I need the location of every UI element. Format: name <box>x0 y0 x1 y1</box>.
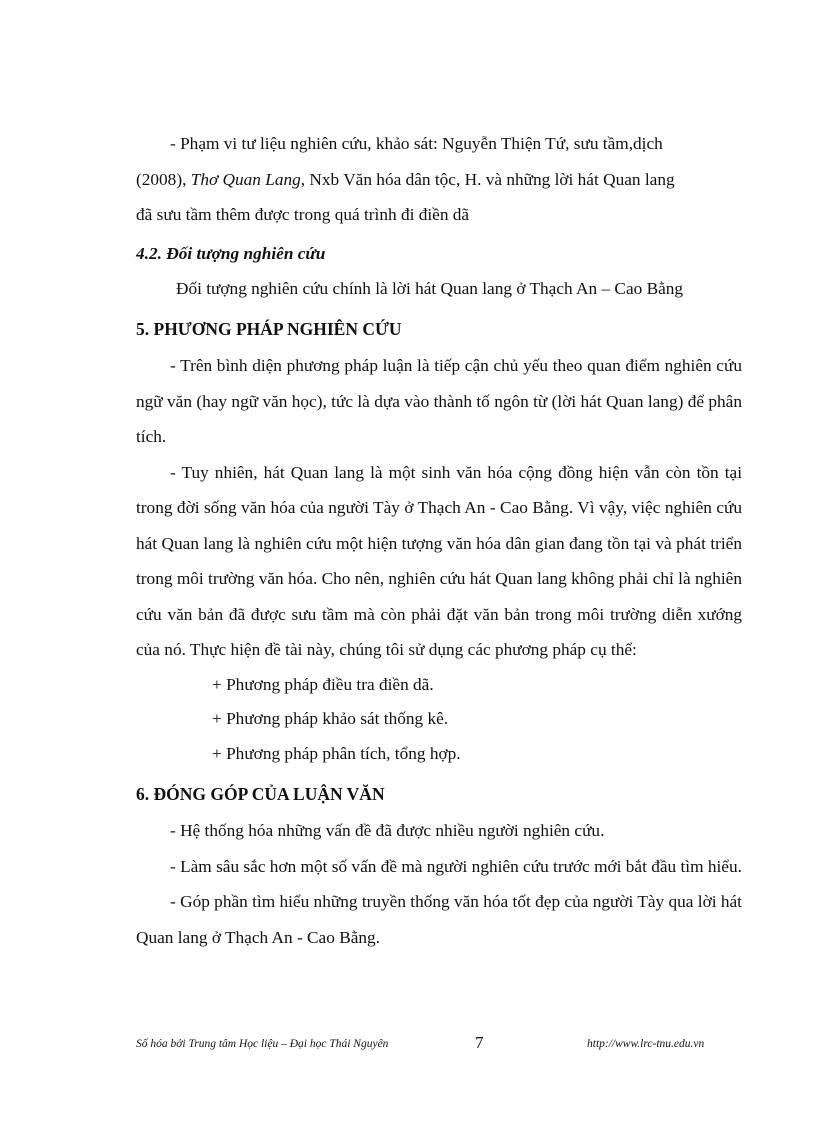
book-title: Thơ Quan Lang <box>190 169 301 189</box>
contribution-3: - Góp phần tìm hiểu những truyền thống văn hóa tốt đẹp của người Tày qua lời hát Quan lang ở Thạch An - Cao Bằng. <box>136 892 742 947</box>
method-item-1: + Phương pháp điều tra điền dã. <box>212 674 434 694</box>
contribution-2: - Làm sâu sắc hơn một số vấn đề mà người nghiên cứu trước mới bắt đầu tìm hiểu. <box>170 856 742 876</box>
footer-source: Số hóa bởi Trung tâm Học liệu – Đại học Thái Nguyên <box>136 1038 389 1050</box>
page-number: 7 <box>475 1033 484 1052</box>
scope-line-2-post: , Nxb Văn hóa dân tộc, H. và những lời hát Quan lang <box>300 169 675 189</box>
footer-url: http://www.lrc-tnu.edu.vn <box>587 1038 705 1050</box>
method-paragraph-1: - Trên bình diện phương pháp luận là tiếp cận chủ yếu theo quan điểm nghiên cứu ngữ văn (hay ngữ văn học), tức là dựa vào thành tố ngôn từ (lời hát Quan lang) để phân tích. <box>136 356 742 446</box>
contribution-1: - Hệ thống hóa những vấn đề đã được nhiều người nghiên cứu. <box>170 821 605 840</box>
method-item-2: + Phương pháp khảo sát thống kê. <box>212 709 449 728</box>
scope-line-3: đã sưu tầm thêm được trong quá trình đi điền dã <box>136 205 470 224</box>
page-footer <box>0 1033 816 1063</box>
page-content <box>136 126 742 955</box>
object-text: Đối tượng nghiên cứu chính là lời hát Quan lang ở Thạch An – Cao Bằng <box>176 278 684 298</box>
heading-6: 6. ĐÓNG GÓP CỦA LUẬN VĂN <box>136 784 385 804</box>
method-item-3: + Phương pháp phân tích, tổng hợp. <box>212 743 461 763</box>
heading-5: 5. PHƯƠNG PHÁP NGHIÊN CỨU <box>136 319 402 339</box>
scope-line-2 <box>136 162 742 198</box>
scope-line-2-pre: (2008), <box>136 169 191 189</box>
scope-line-1: - Phạm vi tư liệu nghiên cứu, khảo sát: Nguyễn Thiện Tứ, sưu tầm,dịch <box>170 134 663 153</box>
method-paragraph-2: - Tuy nhiên, hát Quan lang là một sinh văn hóa cộng đồng hiện vẫn còn tồn tại trong đời sống văn hóa của người Tày ở Thạch An - Cao Bằng. Vì vậy, việc nghiên cứu hát Quan lang là nghiên cứu một hiện tượng văn hóa dân gian đang tồn tại và phát triển trong môi trường văn hóa. Cho nên, nghiên cứu hát Quan lang không phải chỉ là nghiên cứu văn bản đã được sưu tầm mà còn phải đặt văn bản trong môi trường diễn xướng của nó. Thực hiện đề tài này, chúng tôi sử dụng các phương pháp cụ thể: <box>136 462 742 659</box>
heading-4-2: 4.2. Đối tượng nghiên cứu <box>136 243 326 263</box>
